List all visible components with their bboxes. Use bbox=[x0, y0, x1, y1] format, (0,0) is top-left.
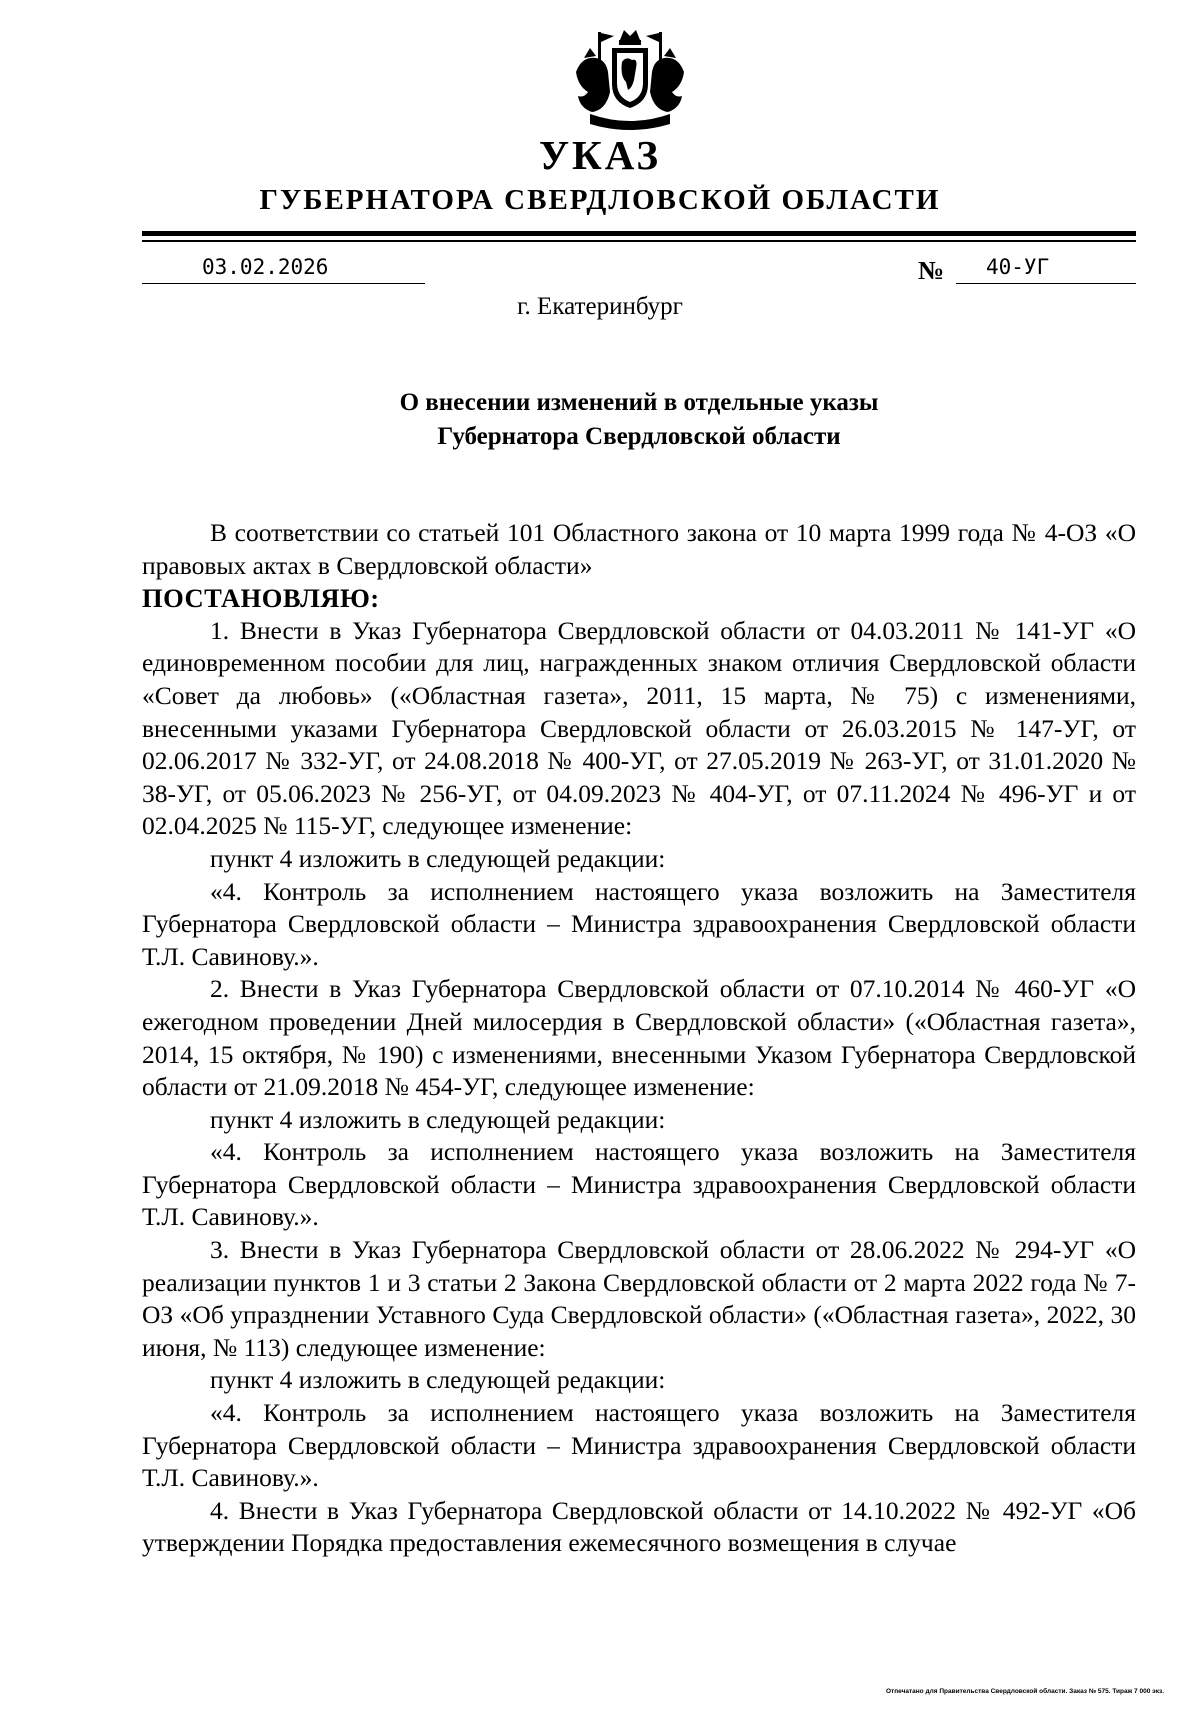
item-3: 3. Внести в Указ Губернатора Свердловской области от 28.06.2022 № 294-УГ «О реализации пунктов 1 и 3 статьи 2 Закона Свердловской области от 2 марта 2022 года № 7-ОЗ «Об упразднении Уставного Суда Свердловской области» («Областная газета», 2022, 30 июня, № 113) следующее изменение: bbox=[142, 1235, 1136, 1362]
item-4: 4. Внести в Указ Губернатора Свердловской области от 14.10.2022 № 492-УГ «Об утверждении Порядка предоставления ежемесячного возмещения в случае bbox=[142, 1495, 1136, 1558]
item-1-instruction: пункт 4 изложить в следующей редакции: bbox=[210, 843, 666, 873]
print-note: Отпечатано для Правительства Свердловской области. Заказ № 575. Тираж 7 000 экз. bbox=[885, 1688, 1164, 1695]
document-type: УКАЗ bbox=[538, 132, 662, 178]
item-3-new-text: «4. Контроль за исполнением настоящего указа возложить на Заместителя Губернатора Свердловской области – Министра здравоохранения Свердловской области Т.Л. Савинову.». bbox=[142, 1398, 1136, 1493]
document-issuer: ГУБЕРНАТОРА СВЕРДЛОВСКОЙ ОБЛАСТИ bbox=[259, 184, 941, 216]
item-2-instruction: пункт 4 изложить в следующей редакции: bbox=[210, 1104, 666, 1134]
decree-word: ПОСТАНОВЛЯЮ: bbox=[142, 583, 380, 614]
document-city: г. Екатеринбург bbox=[517, 293, 683, 320]
header-rule-thin bbox=[142, 240, 1136, 242]
number-label: № bbox=[918, 256, 945, 285]
title-line-2: Губернатора Свердловской области bbox=[437, 423, 841, 450]
document-title bbox=[142, 386, 1136, 454]
document-body bbox=[142, 517, 1136, 1560]
item-3-instruction: пункт 4 изложить в следующей редакции: bbox=[210, 1365, 666, 1395]
document-number: 40-УГ bbox=[956, 250, 1136, 284]
coat-of-arms-icon bbox=[570, 28, 690, 134]
document-date: 03.02.2026 bbox=[142, 250, 425, 284]
item-2-new-text: «4. Контроль за исполнением настоящего указа возложить на Заместителя Губернатора Свердловской области – Министра здравоохранения Свердловской области Т.Л. Савинову.». bbox=[142, 1137, 1136, 1232]
header-rule-thick bbox=[142, 231, 1136, 236]
title-line-1: О внесении изменений в отдельные указы bbox=[399, 389, 879, 416]
item-1: 1. Внести в Указ Губернатора Свердловской области от 04.03.2011 № 141-УГ «О единовременном пособии для лиц, награжденных знаком отличия Свердловской области «Совет да любовь» («Областная газета», 2011, 15 марта, № 75) с изменениями, внесенными указами Губернатора Свердловской области от 26.03.2015 № 147-УГ, от 02.06.2017 № 332-УГ, от 24.08.2018 № 400-УГ, от 27.05.2019 № 263-УГ, от 31.01.2020 № 38-УГ, от 05.06.2023 № 256-УГ, от 04.09.2023 № 404-УГ, от 07.11.2024 № 496-УГ и от 02.04.2025 № 115-УГ, следующее изменение: bbox=[142, 615, 1136, 841]
item-2: 2. Внести в Указ Губернатора Свердловской области от 07.10.2014 № 460-УГ «О ежегодном проведении Дней милосердия в Свердловской области» («Областная газета», 2014, 15 октября, № 190) с изменениями, внесенными Указом Губернатора Свердловской области от 21.09.2018 № 454-УГ, следующее изменение: bbox=[142, 974, 1136, 1102]
preamble: В соответствии со статьей 101 Областного закона от 10 марта 1999 года № 4-ОЗ «О правовых актах в Свердловской области» bbox=[142, 518, 1136, 580]
item-1-new-text: «4. Контроль за исполнением настоящего указа возложить на Заместителя Губернатора Свердловской области – Министра здравоохранения Свердловской области Т.Л. Савинову.». bbox=[142, 876, 1136, 971]
